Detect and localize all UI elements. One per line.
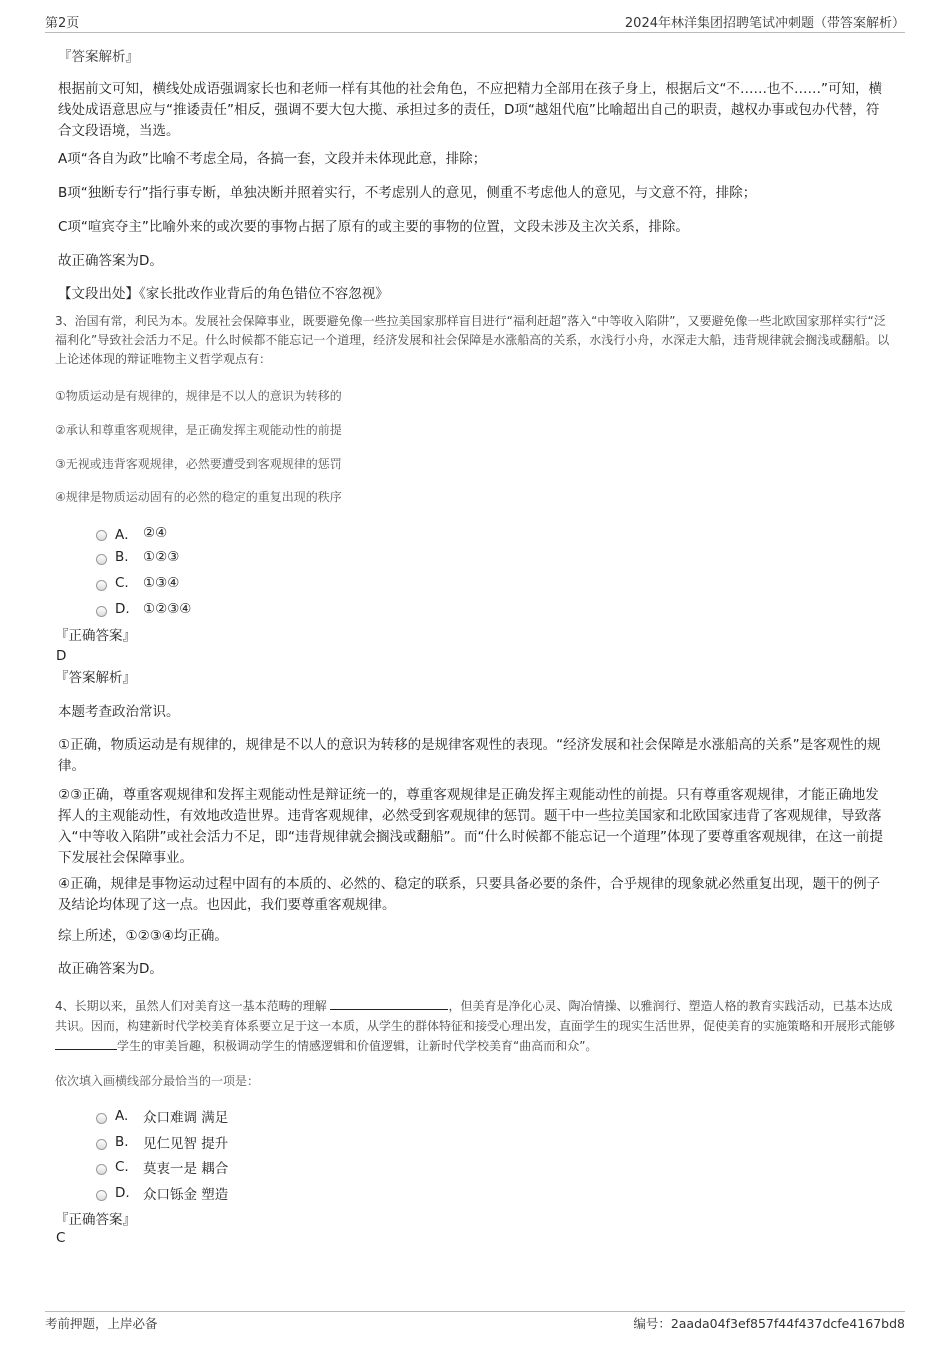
correct-answer-heading: 『正确答案』 — [55, 628, 136, 644]
option-d[interactable]: D. 众口铄金 塑造 — [96, 1183, 228, 1203]
analysis-heading: 『答案解析』 — [55, 670, 136, 686]
radio-icon[interactable] — [96, 554, 107, 565]
statement-item: ④规律是物质运动固有的必然的稳定的重复出现的秩序 — [55, 490, 342, 504]
question-3-stem: 3、治国有常，利民为本。发展社会保障事业，既要避免像一些拉美国家那样盲目进行“福利赶超”落入“中等收入陷阱”，又要避免像一些北欧国家那样实行“泛福利化”导致社会活力不足。什么时候都不能忘记一个道理，经济发展和社会保障是水涨船高的关系，水浅行小舟，水深走大船，违背规律就会搁浅或翻船。以上论述体现的辩证唯物主义哲学观点有： — [55, 314, 890, 366]
option-b[interactable]: B. 见仁见智 提升 — [96, 1132, 228, 1152]
option-b[interactable]: B. ①②③ — [96, 549, 179, 565]
analysis-paragraph: 根据前文可知，横线处成语强调家长也和老师一样有其他的社会角色，不应把精力全部用在孩子身上，根据后文“不……也不……”可知，横线处成语意思应与“推诿责任”相反，强调不要大包大揽、承担过多的责任，D项“越俎代庖”比喻超出自己的职责，越权办事或包办代替，符合文段语境，当选。 — [58, 81, 882, 139]
analysis-option-a: A项“各自为政”比喻不考虑全局，各搞一套，文段并未体现此意，排除； — [58, 151, 487, 167]
blank-2 — [55, 1037, 117, 1050]
question-prompt: 依次填入画横线部分最恰当的一项是： — [55, 1074, 260, 1088]
option-c[interactable]: C. 莫衷一是 耦合 — [96, 1157, 228, 1177]
question-4-stem: 4、长期以来，虽然人们对美育这一基本范畴的理解 ，但美育是净化心灵、陶冶情操、以雅润行、塑造人格的教育实践活动，已基本达成共识。因而，构建新时代学校美育体系要立足于这一本质，从学生的群体特征和接受心理出发，直面学生的现实生活世界，促使美育的实施策略和开展形式能够 学生的审美旨趣，积极调动学生的情感逻辑和价值逻辑，让新时代学校美育“曲高而和众”。 — [55, 999, 896, 1053]
footer-slogan: 考前押题，上岸必备 — [45, 1316, 158, 1331]
radio-icon[interactable] — [96, 1164, 107, 1175]
analysis-paragraph: 综上所述，①②③④均正确。 — [58, 928, 228, 944]
radio-icon[interactable] — [96, 580, 107, 591]
document-id: 编号：2aada04f3ef857f44f437dcfe4167bd8 — [633, 1316, 905, 1331]
radio-icon[interactable] — [96, 530, 107, 541]
radio-icon[interactable] — [96, 1113, 107, 1124]
statement-item: ③无视或违背客观规律，必然要遭受到客观规律的惩罚 — [55, 457, 342, 471]
analysis-option-b: B项“独断专行”指行事专断，单独决断并照着实行，不考虑别人的意见，侧重不考虑他人的意见，与文意不符，排除； — [58, 185, 757, 201]
option-a[interactable]: A. 众口难调 满足 — [96, 1106, 228, 1126]
radio-icon[interactable] — [96, 1139, 107, 1150]
correct-answer-heading: 『正确答案』 — [55, 1212, 136, 1228]
analysis-paragraph: ②③正确，尊重客观规律和发挥主观能动性是辩证统一的，尊重客观规律是正确发挥主观能动性的前提。只有尊重客观规律，才能正确地发挥人的主观能动性，有效地改造世界。违背客观规律，必然受到客观规律的惩罚。题干中一些拉美国家和北欧国家违背了客观规律，导致落入“中等收入陷阱”或社会活力不足，即“违背规律就会搁浅或翻船”。而“什么时候都不能忘记一个道理”体现了要尊重客观规律，在这一前提下发展社会保障事业。 — [58, 787, 883, 866]
page-number: 第2页 — [45, 16, 80, 31]
correct-answer: C — [56, 1230, 66, 1246]
option-c[interactable]: C. ①③④ — [96, 575, 179, 591]
analysis-conclusion: 故正确答案为D。 — [58, 253, 163, 269]
analysis-conclusion: 故正确答案为D。 — [58, 961, 163, 977]
statement-item: ①物质运动是有规律的，规律是不以人的意识为转移的 — [55, 389, 342, 403]
radio-icon[interactable] — [96, 606, 107, 617]
option-a[interactable]: A． ②④ — [96, 523, 167, 543]
analysis-paragraph: ①正确，物质运动是有规律的，规律是不以人的意识为转移的是规律客观性的表现。“经济发展和社会保障是水涨船高的关系”是客观性的规律。 — [58, 737, 881, 774]
statement-item: ②承认和尊重客观规律，是正确发挥主观能动性的前提 — [55, 423, 342, 437]
passage-source: 【文段出处】《家长批改作业背后的角色错位不容忽视》 — [58, 286, 389, 302]
document-title: 2024年林洋集团招聘笔试冲刺题（带答案解析） — [624, 16, 905, 31]
footer-divider — [45, 1311, 905, 1312]
blank-1 — [330, 997, 448, 1010]
analysis-paragraph: 本题考查政治常识。 — [58, 704, 180, 720]
header-divider — [45, 32, 905, 33]
analysis-heading: 『答案解析』 — [58, 49, 139, 65]
correct-answer: D — [56, 648, 67, 664]
radio-icon[interactable] — [96, 1190, 107, 1201]
analysis-paragraph: ④正确，规律是事物运动过程中固有的本质的、必然的、稳定的联系，只要具备必要的条件，合乎规律的现象就必然重复出现，题干的例子及结论均体现了这一点。也因此，我们要尊重客观规律。 — [58, 876, 881, 913]
analysis-option-c: C项“喧宾夺主”比喻外来的或次要的事物占据了原有的或主要的事物的位置，文段未涉及主次关系，排除。 — [58, 219, 689, 235]
option-d[interactable]: D. ①②③④ — [96, 601, 191, 617]
